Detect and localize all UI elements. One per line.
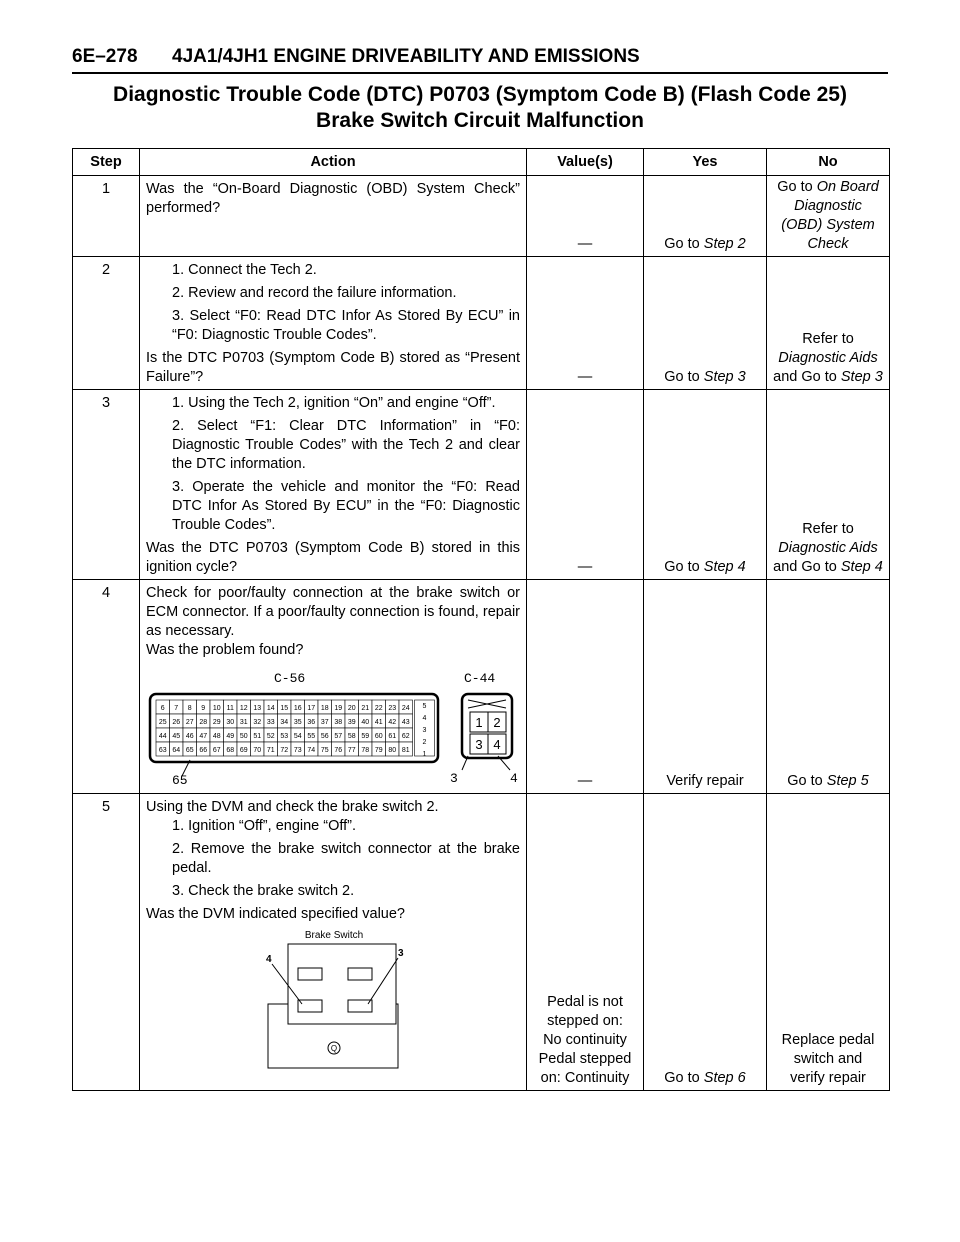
c56-pin-number: 40 <box>361 719 370 726</box>
c56-pin-number: 57 <box>334 733 343 740</box>
value-cell: — <box>527 257 644 390</box>
c56-pin-number: 23 <box>388 705 397 712</box>
c56-pin-number: 43 <box>401 719 410 726</box>
connector-figure <box>146 660 520 788</box>
no-cell <box>767 794 890 1091</box>
action-question: Is the DTC P0703 (Symptom Code B) stored as “Present Failure”? <box>146 350 520 385</box>
c56-pin-number: 16 <box>293 705 302 712</box>
c56-pin-number: 59 <box>361 733 370 740</box>
no-cell <box>767 257 890 390</box>
no-cell <box>767 580 890 794</box>
action-step <box>146 307 520 345</box>
yes-text: Go to <box>664 369 704 385</box>
table-row <box>73 257 890 390</box>
c56-side-pin-number: 4 <box>422 715 427 722</box>
no-text: Refer to <box>802 331 854 347</box>
section-title: 4JA1/4JH1 ENGINE DRIVEABILITY AND EMISSIONS <box>172 46 640 67</box>
c56-pin-number: 64 <box>172 747 181 754</box>
table-row <box>73 794 890 1091</box>
c44-pin-number: 3 <box>475 737 483 752</box>
step-number: 2 <box>73 257 140 390</box>
diagnostic-table <box>72 148 890 1091</box>
c56-pin-number: 20 <box>347 705 356 712</box>
c56-pin-number: 28 <box>199 719 208 726</box>
no-line: verify repair <box>790 1070 866 1086</box>
c56-pin-number: 56 <box>320 733 329 740</box>
header-action: Action <box>140 149 527 176</box>
c56-pin-number: 54 <box>293 733 302 740</box>
action-step <box>146 284 520 303</box>
c56-pin-number: 47 <box>199 733 208 740</box>
c56-pin-number: 18 <box>320 705 329 712</box>
switch-terminal-3 <box>348 1000 372 1012</box>
c56-pin-number: 53 <box>280 733 289 740</box>
c56-pin-number: 65 <box>185 747 194 754</box>
action-step <box>146 882 520 901</box>
c56-pin-number: 75 <box>320 747 329 754</box>
action-cell <box>140 257 527 390</box>
c56-pin-number: 34 <box>280 719 289 726</box>
value-line: stepped on: <box>547 1013 623 1029</box>
action-cell <box>140 176 527 257</box>
c56-pin-number: 44 <box>158 733 167 740</box>
value-cell: — <box>527 390 644 580</box>
no-step-link[interactable]: Step 4 <box>840 559 883 575</box>
no-step-link[interactable]: Step 3 <box>840 369 883 385</box>
c56-label: C-56 <box>274 671 306 686</box>
action-step <box>146 261 520 280</box>
yes-cell <box>644 794 767 1091</box>
header-step: Step <box>73 149 140 176</box>
c56-pin-number: 79 <box>374 747 383 754</box>
value-line: on: Continuity <box>540 1070 630 1086</box>
c56-pin-number: 61 <box>388 733 397 740</box>
pin3-label: 3 <box>450 771 458 786</box>
step-number: 5 <box>73 794 140 1091</box>
c56-pin-number: 46 <box>185 733 194 740</box>
page-number: 6E–278 <box>72 46 138 67</box>
step-number: 4 <box>73 580 140 794</box>
yes-cell <box>644 176 767 257</box>
c56-pin-number: 51 <box>253 733 262 740</box>
yes-text: Go to <box>664 559 704 575</box>
c56-pin-number: 32 <box>253 719 262 726</box>
no-obd-link[interactable]: On Board Diagnostic (OBD) System Check <box>781 179 879 252</box>
step-text: 1. Using the Tech 2, ignition “On” and engine “Off”. <box>172 395 496 411</box>
terminal3-label: 3 <box>398 948 404 959</box>
action-cell <box>140 580 527 794</box>
action-steps <box>146 261 520 345</box>
c56-pin-number: 63 <box>158 747 167 754</box>
c56-pin-number: 52 <box>266 733 275 740</box>
no-cell <box>767 390 890 580</box>
c56-pin-number: 31 <box>239 719 248 726</box>
c44-pin-number: 1 <box>475 715 483 730</box>
c56-pin-number: 48 <box>212 733 221 740</box>
c56-pin-grid <box>156 700 435 758</box>
c56-pin-number: 45 <box>172 733 181 740</box>
yes-text: Go to <box>664 1070 704 1086</box>
action-instruction: Check for poor/faulty connection at the brake switch or ECM connector. If a poor/faulty connection is found, repair as necessary. <box>146 585 520 639</box>
c56-pin-number: 27 <box>185 719 194 726</box>
action-step <box>146 394 520 413</box>
c56-pin-number: 7 <box>174 705 179 712</box>
c56-pin-number: 24 <box>401 705 410 712</box>
yes-step-link[interactable]: Step 2 <box>703 236 746 252</box>
action-steps <box>146 394 520 535</box>
yes-text: Go to <box>664 236 704 252</box>
c56-pin-number: 68 <box>226 747 235 754</box>
c56-pin-number: 36 <box>307 719 316 726</box>
c56-pin-number: 76 <box>334 747 343 754</box>
c56-pin-number: 73 <box>293 747 302 754</box>
step-text: 3. Select “F0: Read DTC Infor As Stored By ECU” in “F0: Diagnostic Trouble Codes”. <box>172 308 520 343</box>
c56-pin-number: 70 <box>253 747 262 754</box>
no-text: and Go to <box>773 369 841 385</box>
header-values: Value(s) <box>527 149 644 176</box>
c56-pin-number: 41 <box>374 719 383 726</box>
step-text: 2. Remove the brake switch connector at the brake pedal. <box>172 841 520 876</box>
c56-pin-number: 25 <box>158 719 167 726</box>
c56-pin-number: 42 <box>388 719 397 726</box>
no-line: Replace pedal <box>781 1032 875 1048</box>
c56-pin-number: 17 <box>307 705 316 712</box>
no-step-link[interactable]: Step 5 <box>826 773 869 789</box>
c56-pin-number: 67 <box>212 747 221 754</box>
c56-pin-number: 11 <box>226 705 234 712</box>
c56-pin-number: 69 <box>239 747 248 754</box>
brake-switch-title: Brake Switch <box>304 930 364 941</box>
header-yes: Yes <box>644 149 767 176</box>
ecm-connector-diagram <box>146 660 518 788</box>
action-intro: Using the DVM and check the brake switch 2. <box>146 799 439 815</box>
c56-side-pin-number: 2 <box>422 739 427 746</box>
c56-pin-number: 80 <box>388 747 397 754</box>
c44-label: C-44 <box>464 671 496 686</box>
c44-pin-number: 4 <box>493 737 501 752</box>
yes-cell: Verify repair <box>644 580 767 794</box>
action-cell <box>140 794 527 1091</box>
step-text: 2. Review and record the failure information. <box>172 285 457 301</box>
action-steps <box>146 817 520 901</box>
action-question: Was the problem found? <box>146 642 304 658</box>
c56-side-pin-number: 1 <box>422 751 427 758</box>
c56-pin-number: 33 <box>266 719 275 726</box>
c56-pin-number: 77 <box>347 747 356 754</box>
c56-pin-number: 66 <box>199 747 208 754</box>
step-text: 2. Select “F1: Clear DTC Information” in “F0: Diagnostic Trouble Codes” with the Tech 2 and clear the DTC information. <box>172 418 520 472</box>
c56-pin-number: 12 <box>239 705 248 712</box>
c56-pin-number: 10 <box>212 705 221 712</box>
c56-pin-number: 71 <box>266 747 275 754</box>
value-line: Pedal is not <box>547 994 623 1010</box>
c56-pin-number: 14 <box>266 705 275 712</box>
brake-switch-figure <box>146 924 520 1072</box>
c56-pin-number: 6 <box>160 705 165 712</box>
yes-step-link[interactable]: Step 3 <box>703 369 746 385</box>
c56-pin-number: 58 <box>347 733 356 740</box>
action-step <box>146 478 520 535</box>
c56-pin-number: 60 <box>374 733 383 740</box>
c56-pin-number: 8 <box>187 705 192 712</box>
c56-pin-number: 78 <box>361 747 370 754</box>
no-text: Refer to <box>802 521 854 537</box>
step-text: 1. Ignition “Off”, engine “Off”. <box>172 818 357 834</box>
value-cell <box>527 794 644 1091</box>
yes-step-link[interactable]: Step 4 <box>703 559 746 575</box>
action-question: Was the DTC P0703 (Symptom Code B) stored in this ignition cycle? <box>146 540 520 575</box>
action-step <box>146 817 520 836</box>
c56-pin-number: 38 <box>334 719 343 726</box>
c56-pin-number: 30 <box>226 719 235 726</box>
c56-pin-number: 22 <box>374 705 383 712</box>
c56-pin-number: 19 <box>334 705 343 712</box>
c56-pin-number: 74 <box>307 747 316 754</box>
action-question: Was the DVM indicated specified value? <box>146 906 405 922</box>
no-cell <box>767 176 890 257</box>
yes-step-link[interactable]: Step 6 <box>703 1070 746 1086</box>
step-text: 1. Connect the Tech 2. <box>172 262 317 278</box>
no-text: Go to <box>787 773 827 789</box>
value-cell: — <box>527 580 644 794</box>
pin4-label: 4 <box>510 771 518 786</box>
action-cell <box>140 390 527 580</box>
title-line-2: Brake Switch Circuit Malfunction <box>316 109 644 132</box>
value-line: Pedal stepped <box>538 1051 632 1067</box>
c56-pin-number: 26 <box>172 719 181 726</box>
step-number: 3 <box>73 390 140 580</box>
title-line-1: Diagnostic Trouble Code (DTC) P0703 (Symptom Code B) (Flash Code 25) <box>113 83 847 106</box>
q-label: Q <box>330 1044 338 1053</box>
step-text: 3. Check the brake switch 2. <box>172 883 355 899</box>
c56-side-pin-number: 5 <box>422 703 427 710</box>
step-text: 3. Operate the vehicle and monitor the “F0: Read DTC Infor As Stored By ECU” in the “F0: Diagnostic Trouble Codes”. <box>172 479 520 533</box>
no-text: and Go to <box>773 559 841 575</box>
c56-pin-number: 81 <box>401 747 410 754</box>
pin65-label: 65 <box>172 773 188 788</box>
table-row <box>73 580 890 794</box>
switch-terminal <box>348 968 372 980</box>
action-step <box>146 417 520 474</box>
c56-pin-number: 39 <box>347 719 356 726</box>
no-diagnostic-aids-link[interactable]: Diagnostic Aids <box>778 350 878 366</box>
c56-side-pin-number: 3 <box>422 727 427 734</box>
c56-pin-number: 35 <box>293 719 302 726</box>
table-header-row <box>73 149 890 176</box>
c56-pin-number: 49 <box>226 733 235 740</box>
page-header <box>72 44 888 74</box>
c56-pin-number: 13 <box>253 705 262 712</box>
c56-pin-number: 62 <box>401 733 410 740</box>
c56-pin-number: 72 <box>280 747 289 754</box>
switch-terminal <box>298 968 322 980</box>
value-line: No continuity <box>543 1032 627 1048</box>
c56-pin-number: 15 <box>280 705 289 712</box>
yes-cell <box>644 257 767 390</box>
page-title <box>72 82 888 134</box>
yes-cell <box>644 390 767 580</box>
header-no: No <box>767 149 890 176</box>
table-row <box>73 176 890 257</box>
c56-pin-number: 37 <box>320 719 329 726</box>
action-question: Was the “On-Board Diagnostic (OBD) System Check” performed? <box>146 181 520 216</box>
terminal4-label: 4 <box>266 954 272 965</box>
action-step <box>146 840 520 878</box>
table-row <box>73 390 890 580</box>
no-diagnostic-aids-link[interactable]: Diagnostic Aids <box>778 540 878 556</box>
c56-pin-number: 21 <box>361 705 370 712</box>
value-cell: — <box>527 176 644 257</box>
no-text: Go to <box>777 179 817 195</box>
switch-terminal-4 <box>298 1000 322 1012</box>
c56-pin-number: 9 <box>201 705 206 712</box>
no-line: switch and <box>793 1051 863 1067</box>
c56-pin-number: 29 <box>212 719 221 726</box>
brake-switch-diagram <box>146 924 518 1072</box>
c56-pin-number: 55 <box>307 733 316 740</box>
step-number: 1 <box>73 176 140 257</box>
c56-pin-number: 50 <box>239 733 248 740</box>
c44-pin-number: 2 <box>493 715 501 730</box>
